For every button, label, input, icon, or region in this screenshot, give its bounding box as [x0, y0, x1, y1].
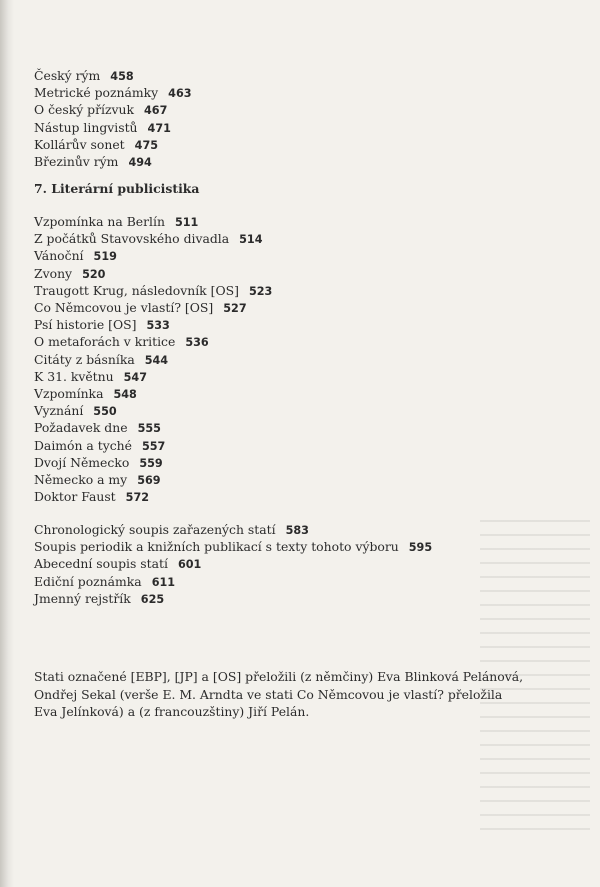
toc-entry-title: Soupis periodik a knižních publikací s texty tohoto výboru — [34, 539, 399, 555]
toc-entry-page-number: 511 — [174, 216, 199, 229]
toc-entry — [34, 334, 272, 351]
toc-entry — [34, 420, 272, 437]
translator-note-line: Stati označené [EBP], [JP] a [OS] přeložili (z němčiny) Eva Blinková Pelánová, — [34, 669, 524, 684]
toc-entry-title: Chronologický soupis zařazených statí — [34, 522, 276, 537]
toc-entry-page-number: 569 — [137, 474, 161, 488]
toc-entry-title: Vzpomínka na Berlín — [34, 214, 165, 229]
toc-entry — [34, 386, 272, 403]
toc-entry — [34, 102, 192, 119]
toc-entry-title: Daimón a tyché — [34, 437, 132, 453]
toc-entry-page-number: 494 — [128, 156, 152, 170]
toc-entry — [34, 455, 272, 472]
toc-entry-page-number: 601 — [177, 558, 202, 572]
toc-entry-page-number: 523 — [248, 284, 273, 298]
toc-entry-title: Vzpomínka — [34, 386, 104, 402]
toc-entry — [34, 556, 432, 573]
toc-entry-title: Nástup lingvistů — [34, 119, 138, 135]
toc-entry-page-number: 514 — [239, 233, 263, 247]
toc-entry-page-number: 475 — [134, 138, 159, 152]
toc-entry-title: Z počátků Stavovského divadla — [34, 231, 230, 247]
toc-entry — [34, 266, 272, 283]
toc-entry — [34, 317, 272, 334]
toc-entry-page-number: 458 — [110, 70, 134, 83]
toc-entry-title: K 31. květnu — [34, 368, 114, 384]
toc-entry-page-number: 572 — [125, 491, 150, 505]
toc-entry-title: Vyznání — [34, 403, 84, 419]
toc-entry-page-number: 557 — [141, 439, 166, 453]
toc-entry-page-number: 550 — [93, 405, 117, 419]
toc-entry — [34, 539, 432, 556]
toc-entry-title: Citáty z básníka — [34, 351, 135, 367]
toc-entry — [34, 369, 272, 386]
translator-note — [34, 668, 523, 721]
toc-entry — [34, 574, 432, 591]
translator-note-line: Eva Jelínková) a (z francouzštiny) Jiří Pelán. — [34, 704, 310, 719]
toc-entry-page-number: 463 — [168, 87, 192, 101]
toc-entry-page-number: 527 — [223, 302, 247, 316]
translator-note-line: Ondřej Sekal (verše E. M. Arndta ve stati Co Němcovou je vlastí? přeložila — [34, 686, 503, 702]
toc-entry — [34, 85, 192, 102]
toc-entry-title: Doktor Faust — [34, 489, 116, 505]
toc-entry-title: Co Němcovou je vlastí? [OS] — [34, 300, 214, 316]
toc-entry-title: Ediční poznámka — [34, 573, 142, 589]
toc-entry-title: Vánoční — [34, 248, 84, 264]
toc-entry-page-number: 555 — [137, 422, 161, 436]
toc-entry-page-number: 471 — [147, 121, 171, 135]
toc-entry-title: O metaforách v kritice — [34, 334, 176, 350]
toc-entry-page-number: 520 — [82, 267, 106, 281]
toc-entry — [34, 352, 272, 369]
toc-entry — [34, 489, 272, 506]
toc-entry-title: Traugott Krug, následovník [OS] — [34, 282, 239, 298]
section-heading: 7. Literární publicistika — [34, 181, 200, 196]
toc-entry — [34, 137, 192, 154]
toc-entry-page-number: 611 — [151, 575, 176, 589]
toc-entry-title: Abecední soupis statí — [34, 556, 168, 572]
toc-entry — [34, 68, 192, 85]
toc-entry-title: Požadavek dne — [34, 420, 128, 436]
toc-entry-title: Metrické poznámky — [34, 85, 159, 101]
toc-list-top — [34, 68, 192, 171]
toc-entry-page-number: 536 — [185, 336, 209, 350]
toc-entry — [34, 591, 432, 608]
toc-entry-title: Březinův rým — [34, 154, 119, 170]
toc-entry — [34, 120, 192, 137]
toc-entry — [34, 438, 272, 455]
toc-entry-title: Dvojí Německo — [34, 454, 130, 470]
toc-entry-page-number: 467 — [144, 104, 168, 118]
toc-entry — [34, 522, 432, 539]
toc-entry-page-number: 625 — [140, 592, 165, 606]
toc-entry — [34, 214, 272, 231]
toc-entry-page-number: 544 — [144, 353, 169, 367]
toc-entry-page-number: 595 — [408, 541, 433, 555]
toc-entry-title: Český rým — [34, 68, 101, 83]
page-gutter-shadow — [0, 0, 14, 887]
toc-list-appendix — [34, 522, 432, 608]
toc-entry-page-number: 533 — [146, 319, 170, 333]
toc-entry-page-number: 519 — [93, 250, 117, 264]
toc-entry — [34, 472, 272, 489]
toc-entry-title: O český přízvuk — [34, 102, 135, 118]
toc-entry — [34, 248, 272, 265]
toc-entry-page-number: 583 — [285, 524, 309, 537]
toc-entry-title: Zvony — [34, 265, 73, 281]
toc-entry-title: Německo a my — [34, 472, 128, 488]
toc-entry — [34, 283, 272, 300]
toc-entry-page-number: 548 — [113, 388, 137, 402]
toc-entry-title: Kollárův sonet — [34, 136, 125, 152]
toc-list-section-7 — [34, 214, 272, 506]
toc-entry-title: Psí historie [OS] — [34, 317, 137, 333]
toc-entry-page-number: 547 — [123, 370, 147, 384]
toc-entry-page-number: 559 — [139, 456, 163, 470]
toc-entry — [34, 300, 272, 317]
toc-entry-title: Jmenný rejstřík — [34, 590, 131, 606]
toc-entry — [34, 231, 272, 248]
toc-entry — [34, 154, 192, 171]
toc-entry — [34, 403, 272, 420]
